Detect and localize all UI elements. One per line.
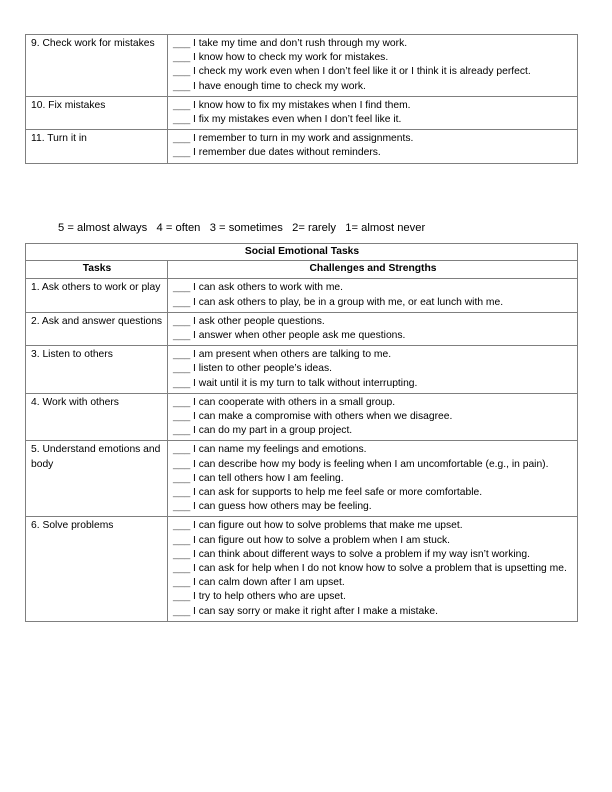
- checklist-item-text: I take my time and don’t rush through my work.: [190, 38, 408, 49]
- checklist-item[interactable]: [173, 576, 573, 590]
- checklist-item[interactable]: [173, 99, 573, 113]
- rating-blank[interactable]: ___: [173, 487, 191, 499]
- rating-blank[interactable]: ___: [173, 147, 191, 159]
- checklist-item[interactable]: [173, 534, 573, 548]
- rating-blank[interactable]: ___: [173, 396, 191, 408]
- task-label-cell: 3. Listen to others: [26, 346, 168, 394]
- checklist-item[interactable]: [173, 329, 573, 343]
- table-row: [26, 96, 578, 129]
- checklist-item-text: I can guess how others may be feeling.: [190, 501, 372, 513]
- task-label-cell: 9. Check work for mistakes: [26, 35, 168, 97]
- checklist-item-text: I check my work even when I don’t feel like it or I think it is already perfect.: [190, 66, 531, 78]
- challenges-and-strengths-cell: [168, 346, 578, 394]
- rating-blank[interactable]: ___: [173, 520, 191, 532]
- checklist-item[interactable]: [173, 472, 573, 486]
- checklist-item[interactable]: [173, 605, 573, 619]
- rating-blank[interactable]: ___: [173, 548, 191, 560]
- challenges-and-strengths-cell: [168, 393, 578, 441]
- checklist-item[interactable]: [173, 519, 573, 533]
- table-row: [26, 346, 578, 394]
- column-header-tasks: Tasks: [26, 261, 168, 279]
- checklist-item[interactable]: [173, 37, 573, 51]
- checklist-item[interactable]: [173, 396, 573, 410]
- table-2-title-row: [26, 244, 578, 261]
- rating-blank[interactable]: ___: [173, 114, 191, 126]
- checklist-item[interactable]: [173, 410, 573, 424]
- table-row: [26, 393, 578, 441]
- rating-scale-legend: 5 = almost always 4 = often 3 = sometimes 2= rarely 1= almost never: [58, 222, 426, 234]
- task-label-cell: 6. Solve problems: [26, 517, 168, 621]
- task-label-cell: 4. Work with others: [26, 393, 168, 441]
- checklist-item-text: I can figure out how to solve problems that make me upset.: [190, 520, 463, 532]
- rating-blank[interactable]: ___: [173, 458, 191, 470]
- rating-blank[interactable]: ___: [173, 501, 191, 513]
- checklist-item-text: I remember due dates without reminders.: [190, 147, 381, 159]
- checklist-item[interactable]: [173, 362, 573, 376]
- table-row: [26, 279, 578, 312]
- checklist-item[interactable]: [173, 113, 573, 127]
- rating-blank[interactable]: ___: [173, 534, 191, 546]
- checklist-item-text: I can do my part in a group project.: [190, 425, 353, 437]
- checklist-item[interactable]: [173, 132, 573, 146]
- checklist-item[interactable]: [173, 51, 573, 65]
- checklist-item-text: I remember to turn in my work and assignments.: [190, 133, 414, 145]
- checklist-item-text: I fix my mistakes even when I don’t feel like it.: [190, 114, 402, 126]
- rating-blank[interactable]: ___: [173, 591, 191, 603]
- checklist-item[interactable]: [173, 458, 573, 472]
- checklist-item-text: I can ask for supports to help me feel safe or more comfortable.: [190, 487, 483, 499]
- checklist-item-text: I ask other people questions.: [190, 315, 325, 327]
- rating-blank[interactable]: ___: [173, 349, 191, 361]
- checklist-item[interactable]: [173, 348, 573, 362]
- checklist-item[interactable]: [173, 443, 573, 457]
- checklist-item-text: I listen to other people’s ideas.: [190, 363, 332, 375]
- task-label-cell: 1. Ask others to work or play: [26, 279, 168, 312]
- checklist-item[interactable]: [173, 65, 573, 79]
- rating-blank[interactable]: ___: [173, 282, 191, 294]
- checklist-item-text: I can think about different ways to solve a problem if my way isn’t working.: [190, 548, 530, 560]
- checklist-item-text: I answer when other people ask me questions.: [190, 330, 406, 342]
- executive-function-tasks-table: [25, 34, 578, 164]
- checklist-item-text: I have enough time to check my work.: [190, 80, 366, 92]
- checklist-item-text: I can tell others how I am feeling.: [190, 472, 344, 484]
- checklist-item-text: I know how to fix my mistakes when I find them.: [190, 99, 411, 111]
- table-1-body: [26, 35, 578, 164]
- checklist-item-text: I can ask others to work with me.: [190, 282, 343, 294]
- checklist-item[interactable]: [173, 590, 573, 604]
- rating-blank[interactable]: ___: [173, 52, 191, 64]
- rating-blank[interactable]: ___: [173, 577, 191, 589]
- checklist-item[interactable]: [173, 377, 573, 391]
- column-header-challenges-and-strengths: Challenges and Strengths: [168, 261, 578, 279]
- checklist-item-text: I can make a compromise with others when we disagree.: [190, 411, 453, 423]
- rating-blank[interactable]: ___: [173, 330, 191, 342]
- challenges-and-strengths-cell: [168, 279, 578, 312]
- challenges-and-strengths-cell: [168, 517, 578, 621]
- checklist-item-text: I know how to check my work for mistakes.: [190, 52, 389, 64]
- rating-blank[interactable]: ___: [173, 133, 191, 145]
- table-row: [26, 312, 578, 345]
- rating-blank[interactable]: ___: [173, 605, 191, 617]
- rating-blank[interactable]: ___: [173, 315, 191, 327]
- rating-blank[interactable]: ___: [173, 80, 191, 92]
- challenges-and-strengths-cell: [168, 96, 578, 129]
- checklist-item[interactable]: [173, 486, 573, 500]
- checklist-item[interactable]: [173, 562, 573, 576]
- challenges-and-strengths-cell: [168, 441, 578, 517]
- checklist-item-text: I can say sorry or make it right after I make a mistake.: [190, 605, 438, 617]
- table-2-header-row: [26, 261, 578, 279]
- social-emotional-tasks-table: [25, 243, 578, 622]
- checklist-item[interactable]: [173, 146, 573, 160]
- rating-blank[interactable]: ___: [173, 363, 191, 375]
- rating-blank[interactable]: ___: [173, 99, 191, 111]
- task-label-cell: 10. Fix mistakes: [26, 96, 168, 129]
- rating-blank[interactable]: ___: [173, 425, 191, 437]
- rating-blank[interactable]: ___: [173, 411, 191, 423]
- checklist-item[interactable]: [173, 281, 573, 295]
- checklist-item-text: I can describe how my body is feeling when I am uncomfortable (e.g., in pain).: [190, 458, 549, 470]
- checklist-item-text: I am present when others are talking to me.: [190, 349, 392, 361]
- table-row: [26, 35, 578, 97]
- task-label-cell: 2. Ask and answer questions: [26, 312, 168, 345]
- rating-blank[interactable]: ___: [173, 444, 191, 456]
- rating-blank[interactable]: ___: [173, 472, 191, 484]
- checklist-item-text: I try to help others who are upset.: [190, 591, 346, 603]
- checklist-item[interactable]: [173, 424, 573, 438]
- checklist-item[interactable]: [173, 548, 573, 562]
- table-row: [26, 130, 578, 163]
- table-2-title: Social Emotional Tasks: [26, 244, 578, 261]
- checklist-item[interactable]: [173, 315, 573, 329]
- checklist-item[interactable]: [173, 80, 573, 94]
- checklist-item-text: I can figure out how to solve a problem when I am stuck.: [190, 534, 451, 546]
- checklist-item-text: I can cooperate with others in a small group.: [190, 396, 396, 408]
- task-label-cell: 5. Understand emotions and body: [26, 441, 168, 517]
- checklist-item[interactable]: [173, 296, 573, 310]
- rating-blank[interactable]: ___: [173, 377, 191, 389]
- challenges-and-strengths-cell: [168, 130, 578, 163]
- challenges-and-strengths-cell: [168, 312, 578, 345]
- checklist-item-text: I can ask others to play, be in a group with me, or eat lunch with me.: [190, 296, 504, 308]
- table-row: [26, 517, 578, 621]
- checklist-item-text: I can ask for help when I do not know how to solve a problem that is upsetting me.: [190, 563, 567, 575]
- rating-blank[interactable]: ___: [173, 563, 191, 575]
- task-label-cell: 11. Turn it in: [26, 130, 168, 163]
- rating-blank[interactable]: ___: [173, 296, 191, 308]
- checklist-item-text: I can calm down after I am upset.: [190, 577, 345, 589]
- challenges-and-strengths-cell: [168, 35, 578, 97]
- rating-blank[interactable]: ___: [173, 66, 191, 78]
- rating-blank[interactable]: ___: [173, 38, 191, 49]
- checklist-item[interactable]: [173, 500, 573, 514]
- checklist-item-text: I can name my feelings and emotions.: [190, 444, 367, 456]
- checklist-item-text: I wait until it is my turn to talk without interrupting.: [190, 377, 418, 389]
- table-row: [26, 441, 578, 517]
- table-2-body: [26, 279, 578, 621]
